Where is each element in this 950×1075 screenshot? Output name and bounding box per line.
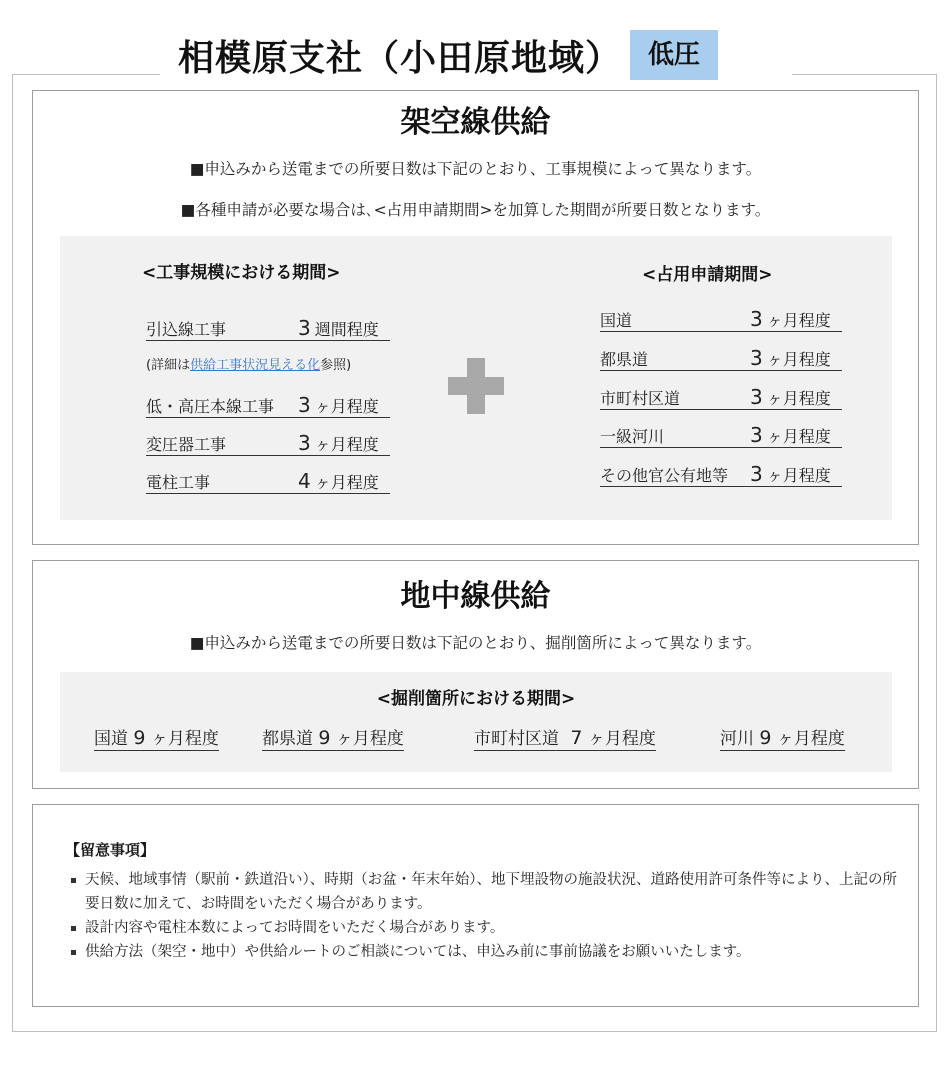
occupancy-row: [600, 307, 842, 332]
visibility-link[interactable]: 供給工事状況見える化: [190, 358, 321, 373]
caution-title: 【留意事項】: [65, 841, 156, 859]
excavation-num: 9: [759, 727, 772, 749]
page-header: [160, 22, 792, 88]
overhead-note-2: ■各種申請が必要な場合は､<占用申請期間>を加算した期間が所要日数となります。: [180, 201, 771, 219]
detail-note: [146, 354, 351, 373]
construction-row: [146, 316, 390, 341]
occupancy-heading: <占用申請期間>: [642, 265, 773, 285]
occupancy-row: [600, 462, 842, 487]
occupancy-unit: ヶ月程度: [766, 389, 831, 408]
occupancy-num: 3: [750, 462, 763, 486]
excavation-unit: ヶ月程度: [587, 729, 656, 749]
detail-prefix: (詳細は: [146, 358, 191, 373]
construction-label: 変圧器工事: [146, 435, 227, 454]
underground-period-panel: [60, 672, 892, 772]
overhead-period-panel: [60, 236, 892, 520]
construction-row: [146, 469, 390, 494]
underground-supply-section: [32, 560, 919, 789]
construction-num: 3: [298, 316, 311, 340]
occupancy-label: 国道: [600, 311, 633, 330]
excavation-unit: ヶ月程度: [335, 729, 404, 749]
construction-row: [146, 393, 390, 418]
page-title: 相模原支社（小田原地域）: [178, 37, 623, 79]
construction-label: 電柱工事: [146, 473, 211, 492]
underground-title: 地中線供給: [400, 579, 551, 614]
overhead-title: 架空線供給: [400, 105, 551, 140]
underground-note: ■申込みから送電までの所要日数は下記のとおり、掘削箇所によって異なります。: [189, 634, 762, 652]
excavation-item: [262, 724, 404, 751]
construction-unit: 週間程度: [314, 320, 379, 339]
construction-num: 3: [298, 393, 311, 417]
excavation-label: 市町村区道: [474, 729, 559, 749]
plus-icon: [448, 358, 504, 414]
caution-list: [71, 868, 901, 964]
construction-unit: ヶ月程度: [314, 435, 379, 454]
voltage-badge: 低圧: [630, 30, 718, 80]
construction-label: 引込線工事: [146, 320, 227, 339]
occupancy-num: 3: [750, 346, 763, 370]
excavation-num: 9: [133, 727, 146, 749]
excavation-item: [720, 724, 845, 751]
occupancy-row: [600, 385, 842, 410]
caution-item: 天候、地域事情（駅前・鉄道沿い）、時期（お盆・年末年始）、地下埋設物の施設状況、道路使用許可条件等により、上記の所要日数に加えて、お時間をいただく場合があります。: [71, 868, 901, 916]
occupancy-label: その他官公有地等: [600, 466, 729, 485]
occupancy-label: 都県道: [600, 350, 649, 369]
construction-num: 3: [298, 431, 311, 455]
occupancy-num: 3: [750, 423, 763, 447]
occupancy-num: 3: [750, 307, 763, 331]
occupancy-row: [600, 423, 842, 448]
caution-item: 供給方法（架空・地中）や供給ルートのご相談については、申込み前に事前協議をお願いいたします。: [71, 940, 901, 964]
excavation-label: 都県道: [262, 729, 313, 749]
excavation-num: 9: [318, 727, 331, 749]
construction-heading: <工事規模における期間>: [142, 263, 341, 283]
occupancy-unit: ヶ月程度: [766, 427, 831, 446]
construction-unit: ヶ月程度: [314, 397, 379, 416]
excavation-item: [94, 724, 219, 751]
excavation-unit: ヶ月程度: [776, 729, 845, 749]
excavation-label: 河川: [720, 729, 754, 749]
occupancy-num: 3: [750, 385, 763, 409]
excavation-heading: <掘削箇所における期間>: [376, 689, 576, 709]
occupancy-label: 市町村区道: [600, 389, 681, 408]
detail-suffix: 参照): [320, 358, 352, 373]
excavation-label: 国道: [94, 729, 128, 749]
occupancy-label: 一級河川: [600, 427, 665, 446]
construction-num: 4: [298, 469, 311, 493]
occupancy-unit: ヶ月程度: [766, 466, 831, 485]
occupancy-unit: ヶ月程度: [766, 311, 831, 330]
overhead-note-1: ■申込みから送電までの所要日数は下記のとおり、工事規模によって異なります。: [189, 160, 762, 178]
caution-section: [32, 804, 919, 1007]
construction-row: [146, 431, 390, 456]
occupancy-row: [600, 346, 842, 371]
overhead-supply-section: [32, 90, 919, 545]
caution-item: 設計内容や電柱本数によってお時間をいただく場合があります。: [71, 916, 901, 940]
construction-label: 低・高圧本線工事: [146, 397, 275, 416]
excavation-item: [474, 724, 656, 751]
occupancy-unit: ヶ月程度: [766, 350, 831, 369]
excavation-num: 7: [570, 727, 583, 749]
excavation-unit: ヶ月程度: [150, 729, 219, 749]
construction-unit: ヶ月程度: [314, 473, 379, 492]
